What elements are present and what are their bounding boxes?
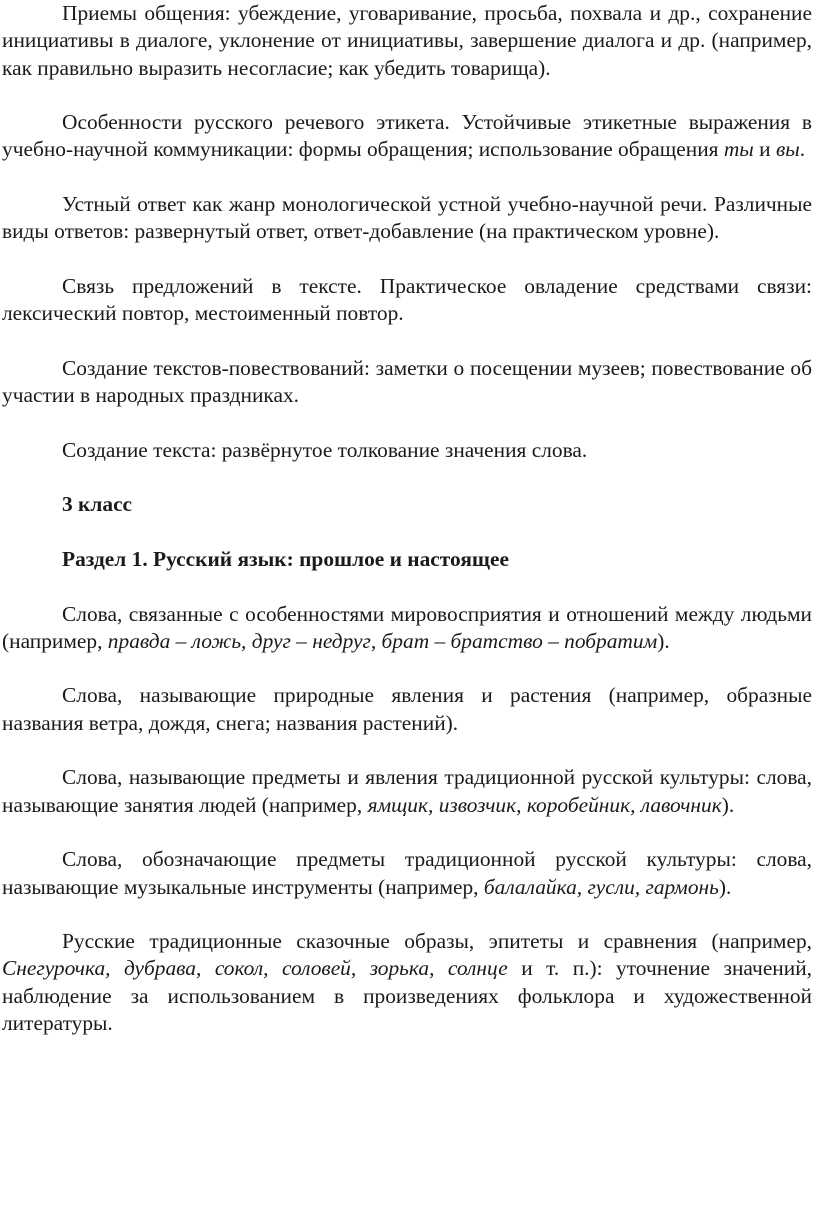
- text-run: Русские традиционные сказочные образы, эпитеты и сравнения (например,: [62, 929, 812, 954]
- section-heading: [2, 546, 812, 573]
- paragraph-instrument-words: [2, 846, 812, 901]
- document-page: [2, 0, 812, 1065]
- text-run: Создание текстов-повествований: заметки о посещении музеев; повествование об участии в народных праздниках.: [2, 355, 812, 408]
- italic-example: балалайка, гусли, гармонь: [483, 874, 719, 899]
- italic-example: Снегурочка, дубрава, сокол, соловей, зорька, солнце: [2, 956, 508, 981]
- italic-example: ты: [723, 137, 754, 162]
- grade-heading: [2, 491, 812, 518]
- heading-text: Раздел 1. Русский язык: прошлое и настоящее: [62, 546, 509, 571]
- text-run: Слова, называющие предметы и явления традиционной русской культуры: слова, называющие занятия людей (например,: [2, 765, 812, 817]
- paragraph-speech-etiquette: [2, 109, 812, 164]
- paragraph-word-interpretation: [2, 437, 812, 464]
- italic-example: правда – ложь, друг – недруг, брат – братство – побратим: [107, 628, 658, 653]
- text-run: Приемы общения: убеждение, уговаривание, просьба, похвала и др., сохранение инициативы в диалоге, уклонение от инициативы, завершение диалога и др. (например, как правильно выразить несогласие; как убедить товарища).: [2, 1, 812, 80]
- text-run: Слова, называющие природные явления и растения (например, образные названия ветра, дождя, снега; названия растений).: [2, 683, 812, 735]
- italic-example: вы: [775, 137, 800, 162]
- text-run: ).: [718, 874, 732, 899]
- paragraph-nature-words: [2, 682, 812, 737]
- text-run: ).: [721, 792, 735, 817]
- text-run: и т. п.): уточнение значений, наблюдение за использованием в произведениях фольклора и художественной литературы.: [2, 956, 812, 1035]
- text-run: Устный ответ как жанр монологической устной учебно-научной речи. Различные виды ответов: развернутый ответ, ответ-добавление (на практическом уровне).: [2, 192, 812, 244]
- paragraph-sentence-connection: [2, 273, 812, 328]
- text-run: Слова, обозначающие предметы традиционной русской культуры: слова, называющие музыкальные инструменты (например,: [2, 847, 812, 899]
- text-run: Особенности русского речевого этикета. Устойчивые этикетные выражения в учебно-научной коммуникации: формы обращения; использование обращения: [2, 110, 812, 162]
- text-run: ).: [657, 628, 670, 653]
- text-run: Связь предложений в тексте. Практическое овладение средствами связи: лексический повтор, местоименный повтор.: [2, 273, 812, 326]
- paragraph-occupation-words: [2, 764, 812, 819]
- paragraph-communication-techniques: [2, 0, 812, 82]
- text-run: .: [799, 137, 806, 162]
- text-run: Создание текста: развёрнутое толкование значения слова.: [62, 437, 588, 462]
- text-run: Слова, связанные с особенностями мировосприятия и отношений между людьми (например,: [2, 601, 812, 653]
- paragraph-fairytale-images: [2, 928, 812, 1037]
- italic-example: ямщик, извозчик, коробейник, лавочник: [367, 792, 722, 817]
- heading-text: 3 класс: [62, 492, 133, 517]
- paragraph-narrative-texts: [2, 355, 812, 410]
- text-run: и: [753, 137, 776, 162]
- paragraph-worldview-words: [2, 601, 812, 656]
- paragraph-oral-answer: [2, 191, 812, 246]
